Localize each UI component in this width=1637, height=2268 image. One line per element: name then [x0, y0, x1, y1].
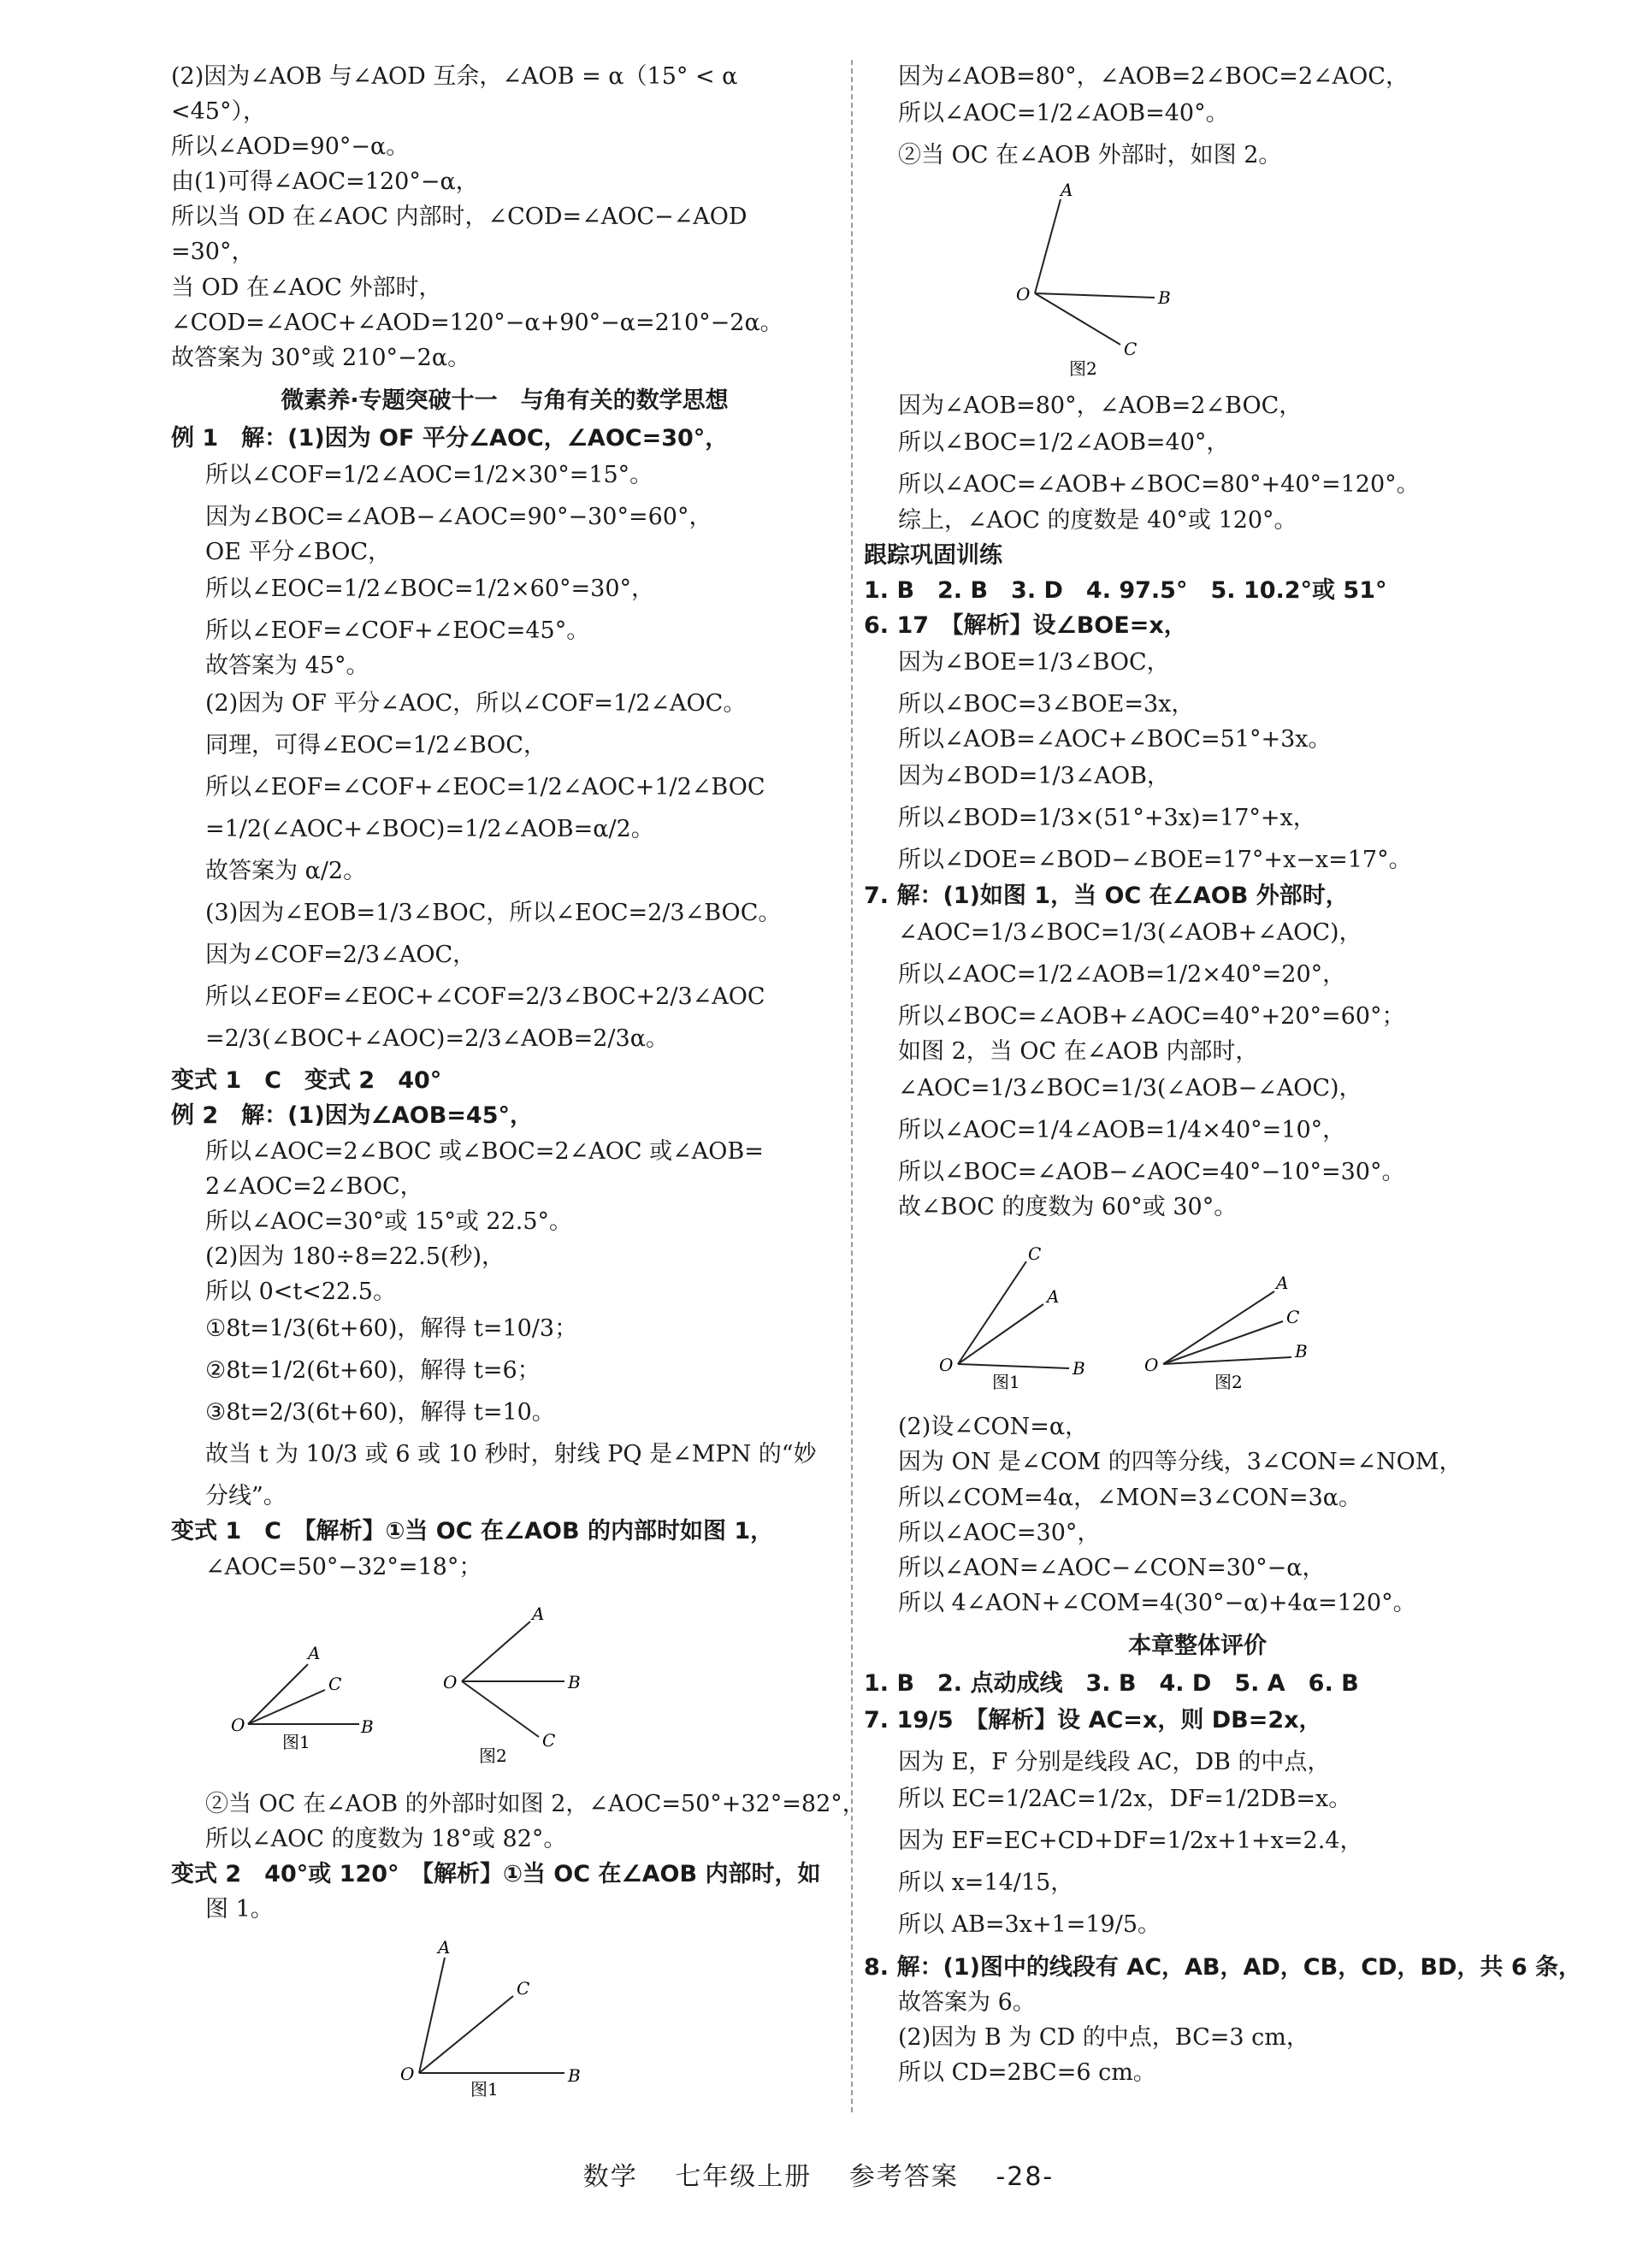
text-line: 所以∠AOC=∠AOB+∠BOC=80°+40°=120°。 — [898, 471, 1420, 499]
intro-block — [171, 62, 838, 373]
label-o: O — [939, 1355, 954, 1376]
variant-1-after — [171, 1789, 866, 1854]
text-line: 例 2 解：(1)因为∠AOB=45°， — [171, 1102, 533, 1130]
angle-figure-2 — [428, 1604, 599, 1767]
text-line: =1/2(∠AOC+∠BOC)=1/2∠AOB=α/2。 — [205, 815, 654, 842]
text-line: 所以∠COF=1/2∠AOC=1/2×30°=15°。 — [205, 461, 653, 488]
text-line: ①8t=1/3(6t+60)，解得 t=10/3； — [205, 1315, 578, 1342]
section-title: 微素养·专题突破十一 与角有关的数学思想 — [281, 387, 729, 414]
practice-block — [864, 576, 1531, 1223]
label-b: B — [568, 2065, 581, 2087]
angle-figure-outside — [1001, 182, 1189, 379]
label-b: B — [361, 1716, 374, 1737]
label-c: C — [1286, 1307, 1300, 1328]
text-line: 2∠AOC=2∠BOC， — [205, 1172, 423, 1200]
angle-figure-1 — [222, 1604, 393, 1750]
text-line: ∠COD=∠AOC+∠AOD=120°−α+90°−α=210°−2α。 — [171, 309, 783, 336]
text-line: 所以∠AOC=30°， — [898, 1519, 1101, 1546]
text-line: 因为∠BOE=1/3∠BOC， — [898, 648, 1170, 676]
text-line: 如图 2，当 OC 在∠AOB 内部时， — [898, 1037, 1259, 1065]
text-line: 综上，∠AOC 的度数是 40°或 120°。 — [898, 506, 1297, 534]
left-column — [171, 62, 866, 2111]
text-line: 同理，可得∠EOC=1/2∠BOC， — [205, 731, 547, 759]
text-line: (2)因为 B 为 CD 的中点，BC=3 cm， — [898, 2023, 1309, 2051]
label-o: O — [1016, 284, 1031, 305]
text-line: 所以 x=14/15， — [898, 1869, 1074, 1897]
figure-caption: 图1 — [992, 1372, 1020, 1391]
text-line: (3)因为∠EOB=1/3∠BOC，所以∠EOC=2/3∠BOC。 — [205, 899, 782, 926]
label-a: A — [532, 1604, 545, 1624]
text-line: ∠AOC=1/3∠BOC=1/3(∠AOB−∠AOC)， — [898, 1074, 1362, 1102]
figure-caption: 图2 — [1069, 358, 1097, 380]
label-c: C — [542, 1729, 556, 1751]
text-line: 所以∠BOC=1/2∠AOB=40°， — [898, 429, 1230, 457]
review-title: 本章整体评价 — [1128, 1632, 1267, 1659]
text-line: 因为 ON 是∠COM 的四等分线，3∠CON=∠NOM， — [898, 1449, 1463, 1476]
angle-figure-1 — [932, 1244, 1103, 1390]
text-line: 所以∠AOC 的度数为 18°或 82°。 — [205, 1825, 567, 1852]
example-2 — [171, 1101, 838, 1511]
text-line: 所以∠AOC=30°或 15°或 22.5°。 — [205, 1208, 573, 1235]
footer-subject: 数学 — [582, 2162, 638, 2192]
label-a: A — [438, 1937, 451, 1958]
text-line: ∠AOC=1/3∠BOC=1/3(∠AOB+∠AOC)， — [898, 918, 1362, 946]
text-line: 所以∠AON=∠AOC−∠CON=30°−α， — [898, 1554, 1326, 1581]
example-1 — [171, 423, 838, 1054]
text-line: 故∠BOC 的度数为 60°或 30°。 — [898, 1194, 1238, 1221]
text-line: 所以∠BOC=∠AOB+∠AOC=40°+20°=60°； — [898, 1002, 1405, 1030]
text-line: 6. 17 【解析】设∠BOE=x， — [864, 611, 1187, 639]
text-line: 当 OD 在∠AOC 外部时， — [171, 274, 442, 301]
text-line: OE 平分∠BOC， — [205, 539, 392, 566]
continued-block-2 — [864, 391, 1531, 535]
text-line: 8. 解：(1)图中的线段有 AC，AB，AD，CB，CD，BD，共 6 条， — [864, 1953, 1582, 1981]
angle-figure-2 — [1138, 1244, 1326, 1390]
practice-figures — [932, 1232, 1531, 1402]
variant-2 — [171, 1859, 838, 1924]
text-line: 故答案为 6。 — [898, 1988, 1036, 2016]
text-line: (2)因为 OF 平分∠AOC，所以∠COF=1/2∠AOC。 — [205, 689, 747, 717]
label-b: B — [1158, 287, 1171, 309]
label-a: A — [1276, 1273, 1289, 1294]
text-line: 图 1。 — [205, 1895, 274, 1922]
label-b: B — [1073, 1358, 1085, 1379]
practice-title: 跟踪巩固训练 — [864, 541, 1002, 569]
review-block — [864, 1669, 1582, 2088]
text-line: 由(1)可得∠AOC=120°−α， — [171, 168, 479, 196]
label-b: B — [1295, 1341, 1308, 1362]
text-line: (2)因为∠AOB 与∠AOD 互余，∠AOB = α（15° < α — [171, 63, 738, 90]
text-line: 所以∠AOC=2∠BOC 或∠BOC=2∠AOC 或∠AOB= — [205, 1137, 764, 1165]
text-line: ③8t=2/3(6t+60)，解得 t=10。 — [205, 1399, 555, 1426]
text-line: 故答案为 30°或 210°−2α。 — [171, 344, 471, 371]
text-line: 1. B 2. 点动成线 3. B 4. D 5. A 6. B — [864, 1669, 1359, 1697]
text-line: 所以 0<t<22.5。 — [205, 1278, 396, 1305]
text-line: 因为 EF=EC+CD+DF=1/2x+1+x=2.4， — [898, 1828, 1363, 1855]
variant-1 — [171, 1516, 838, 1581]
q7-part2 — [864, 1412, 1531, 1618]
text-line: 所以∠EOF=∠EOC+∠COF=2/3∠BOC+2/3∠AOC — [205, 983, 765, 1011]
text-line: 所以∠BOC=∠AOB−∠AOC=40°−10°=30°。 — [898, 1159, 1405, 1186]
footer-answers: 参考答案 — [848, 2162, 959, 2192]
text-line: 1. B 2. B 3. D 4. 97.5° 5. 10.2°或 51° — [864, 576, 1387, 604]
variant-line: 变式 1 C 变式 2 40° — [171, 1067, 442, 1095]
text-line: 7. 解：(1)如图 1，当 OC 在∠AOB 外部时， — [864, 882, 1349, 909]
text-line: 所以∠EOF=∠COF+∠EOC=1/2∠AOC+1/2∠BOC — [205, 773, 765, 800]
text-line: 所以∠EOF=∠COF+∠EOC=45°。 — [205, 617, 590, 645]
label-o: O — [1144, 1355, 1159, 1376]
text-line: 所以∠COM=4α，∠MON=3∠CON=3α。 — [898, 1484, 1362, 1511]
text-line: 所以∠AOC=1/2∠AOB=40°。 — [898, 100, 1229, 127]
text-line: ②当 OC 在∠AOB 外部时，如图 2。 — [898, 142, 1282, 169]
text-line: 因为 E，F 分别是线段 AC，DB 的中点， — [898, 1749, 1331, 1776]
text-line: 所以 CD=2BC=6 cm。 — [898, 2058, 1156, 2086]
text-line: <45°）， — [171, 98, 266, 126]
text-line: 分线”。 — [205, 1483, 287, 1510]
text-line: ②当 OC 在∠AOB 的外部时如图 2，∠AOC=50°+32°=82°， — [205, 1790, 866, 1817]
text-line: 因为∠BOD=1/3∠AOB， — [898, 763, 1170, 790]
continued-block — [864, 62, 1531, 170]
text-line: 变式 1 C 【解析】①当 OC 在∠AOB 的内部时如图 1， — [171, 1518, 774, 1545]
label-c: C — [328, 1673, 342, 1694]
text-line: 所以 AB=3x+1=19/5。 — [898, 1911, 1161, 1939]
label-a: A — [1047, 1286, 1060, 1308]
text-line: 因为∠COF=2/3∠AOC， — [205, 942, 476, 969]
text-line: 变式 2 40°或 120° 【解析】①当 OC 在∠AOB 内部时，如 — [171, 1860, 821, 1887]
text-line: 所以 EC=1/2AC=1/2x，DF=1/2DB=x。 — [898, 1786, 1352, 1813]
figure-caption: 图1 — [282, 1731, 310, 1750]
text-line: 所以∠AOC=1/2∠AOB=1/2×40°=20°， — [898, 960, 1346, 988]
label-o: O — [400, 2064, 415, 2085]
text-line: ②8t=1/2(6t+60)，解得 t=6； — [205, 1357, 541, 1385]
right-column — [864, 62, 1582, 2093]
label-o: O — [231, 1714, 245, 1735]
text-line: 因为∠AOB=80°，∠AOB=2∠BOC， — [898, 393, 1303, 420]
text-line: 故当 t 为 10/3 或 6 或 10 秒时，射线 PQ 是∠MPN 的“妙 — [205, 1441, 817, 1468]
text-line: 7. 19/5 【解析】设 AC=x，则 DB=2x， — [864, 1707, 1322, 1733]
figure-caption: 图2 — [479, 1745, 507, 1766]
text-line: ∠AOC=50°−32°=18°； — [205, 1553, 482, 1580]
page-number: -28- — [996, 2162, 1055, 2192]
page-footer — [0, 2155, 1637, 2193]
footer-grade: 七年级上册 — [675, 2162, 813, 2192]
text-line: 因为∠BOC=∠AOB−∠AOC=90°−30°=60°， — [205, 504, 712, 531]
text-line: 所以当 OD 在∠AOC 内部时，∠COD=∠AOC−∠AOD — [171, 204, 748, 231]
text-line: (2)因为 180÷8=22.5(秒)， — [205, 1243, 505, 1270]
text-line: (2)设∠CON=α， — [898, 1414, 1089, 1441]
text-line: 所以∠EOC=1/2∠BOC=1/2×60°=30°， — [205, 576, 654, 603]
label-c: C — [1028, 1244, 1042, 1265]
text-line: 故答案为 α/2。 — [205, 857, 367, 884]
label-o: O — [443, 1671, 458, 1692]
text-line: 所以∠AOD=90°−α。 — [171, 133, 410, 161]
label-a: A — [308, 1642, 321, 1663]
text-line: 所以∠DOE=∠BOD−∠BOE=17°+x−x=17°。 — [898, 847, 1412, 874]
text-line: =30°， — [171, 239, 255, 266]
figure-caption: 图1 — [470, 2079, 499, 2100]
text-line: 所以∠AOC=1/4∠AOB=1/4×40°=10°， — [898, 1117, 1346, 1144]
text-line: 所以∠BOC=3∠BOE=3x， — [898, 691, 1195, 718]
text-line: 所以∠AOB=∠AOC+∠BOC=51°+3x。 — [898, 726, 1332, 753]
label-c: C — [517, 1978, 530, 1999]
text-line: 所以∠BOD=1/3×(51°+3x)=17°+x， — [898, 805, 1316, 832]
text-line: 因为∠AOB=80°，∠AOB=2∠BOC=2∠AOC， — [898, 63, 1409, 90]
text-line: 所以 4∠AON+∠COM=4(30°−α)+4α=120°。 — [898, 1589, 1416, 1616]
text-line: =2/3(∠BOC+∠AOC)=2/3∠AOB=2/3α。 — [205, 1025, 669, 1053]
label-c: C — [1124, 339, 1138, 360]
variant1-figures — [222, 1592, 838, 1779]
label-a: A — [1061, 182, 1073, 201]
figure-caption: 图2 — [1214, 1372, 1243, 1391]
text-line: 故答案为 45°。 — [205, 653, 369, 680]
angle-figure-variant2 — [393, 1936, 616, 2099]
label-b: B — [568, 1671, 581, 1692]
text-line: 例 1 解：(1)因为 OF 平分∠AOC，∠AOC=30°， — [171, 424, 729, 452]
